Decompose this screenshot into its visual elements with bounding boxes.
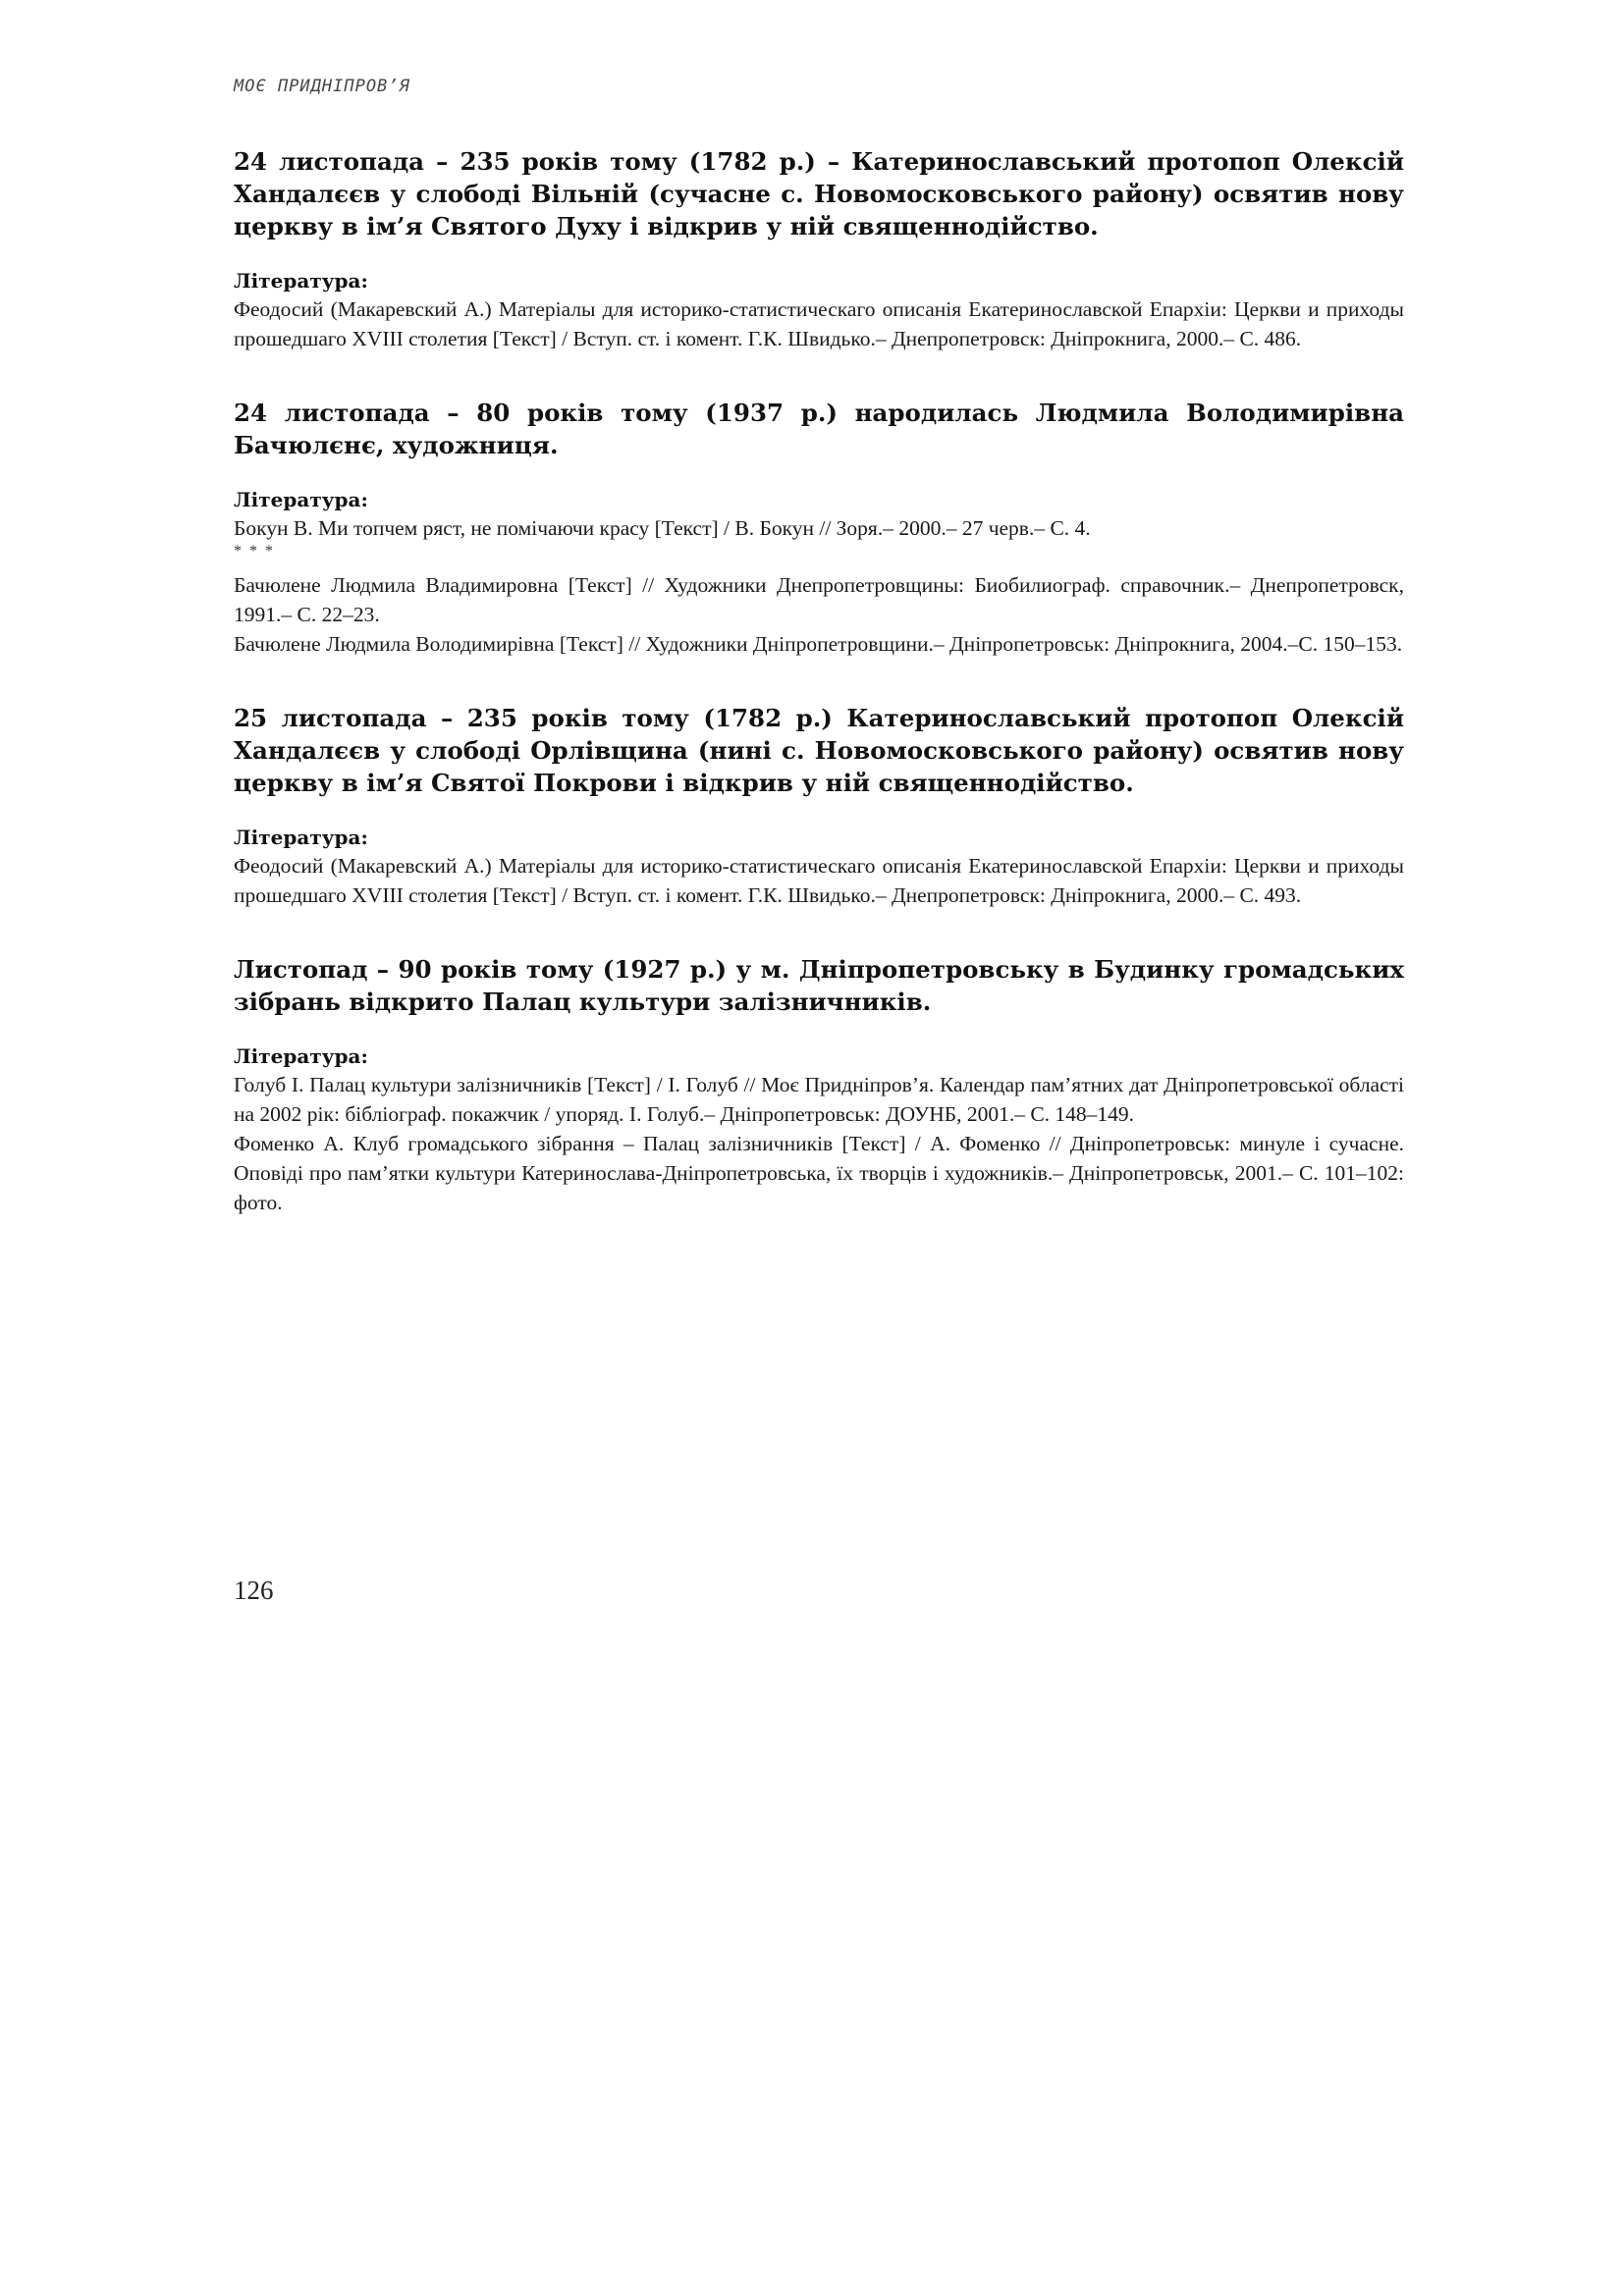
literature-heading: Література: <box>234 826 368 849</box>
calendar-entry <box>234 397 1404 659</box>
literature-heading: Література: <box>234 488 368 511</box>
page-number: 126 <box>234 1575 274 1605</box>
entry-title: 24 листопада – 80 років тому (1937 р.) народилась Людмила Володимирівна Бачюлєнє, художниця. <box>234 399 1404 459</box>
bibliography-reference: Бачюлене Людмила Володимирівна [Текст] // Художники Дніпропетровщини.– Дніпропетровськ: Дніпрокнига, 2004.–С. 150–153. <box>234 632 1403 656</box>
entry-title: Листопад – 90 років тому (1927 р.) у м. Дніпропетровську в Будинку громадських зібрань відкрито Палац культури залізничників. <box>234 955 1404 1016</box>
calendar-entry <box>234 702 1404 910</box>
bibliography-reference: Феодосий (Макаревский А.) Матеріалы для историко-статистическаго описанія Екатеринославской Епархіи: Церкви и приходы прошедшаго XVIII столетия [Текст] / Вступ. ст. і комент. Г.К. Швидько.– Днепропетровск: Дніпрокнига, 2000.– С. 486. <box>234 297 1404 350</box>
entry-title: 24 листопада – 235 років тому (1782 р.) – Катеринославський протопоп Олексій Хандалєєв у слободі Вільній (сучасне с. Новомосковського району) освятив нову церкву в ім’я Святого Духу і відкрив у ній священнодійство. <box>234 147 1404 240</box>
calendar-entry <box>234 953 1404 1217</box>
page-content <box>234 145 1404 1260</box>
bibliography-reference: Бачюлене Людмила Владимировна [Текст] // Художники Днепропетровщины: Биобилиограф. справочник.– Днепропетровск, 1991.– С. 22–23. <box>234 573 1404 626</box>
section-separator: * * * <box>234 543 275 560</box>
running-header: МОЄ ПРИДНІПРОВ’Я <box>234 77 410 96</box>
literature-heading: Література: <box>234 269 368 293</box>
literature-heading: Література: <box>234 1044 368 1068</box>
bibliography-reference: Голуб І. Палац культури залізничників [Текст] / І. Голуб // Моє Придніпров’я. Календар пам’ятних дат Дніпропетровської області на 2002 рік: бібліограф. покажчик / упоряд. І. Голуб.– Дніпропетровськ: ДОУНБ, 2001.– С. 148–149. <box>234 1073 1404 1126</box>
entry-title: 25 листопада – 235 років тому (1782 р.) Катеринославський протопоп Олексій Хандалєєв у слободі Орлівщина (нині с. Новомосковського району) освятив нову церкву в ім’я Святої Покрови і відкрив у ній священнодійство. <box>234 704 1404 797</box>
bibliography-reference: Бокун В. Ми топчем ряст, не помічаючи красу [Текст] / В. Бокун // Зоря.– 2000.– 27 черв.– С. 4. <box>234 516 1091 540</box>
bibliography-reference: Фоменко А. Клуб громадського зібрання – Палац залізничників [Текст] / А. Фоменко // Дніпропетровськ: минуле і сучасне. Оповіді про пам’ятки культури Катеринослава-Дніпропетровська, їх творців і художників.– Дніпропетровськ, 2001.– С. 101–102: фото. <box>234 1132 1404 1214</box>
calendar-entry <box>234 145 1404 353</box>
bibliography-reference: Феодосий (Макаревский А.) Матеріалы для историко-статистическаго описанія Екатеринославской Епархіи: Церкви и приходы прошедшаго XVIII столетия [Текст] / Вступ. ст. і комент. Г.К. Швидько.– Днепропетровск: Дніпрокнига, 2000.– С. 493. <box>234 854 1404 907</box>
